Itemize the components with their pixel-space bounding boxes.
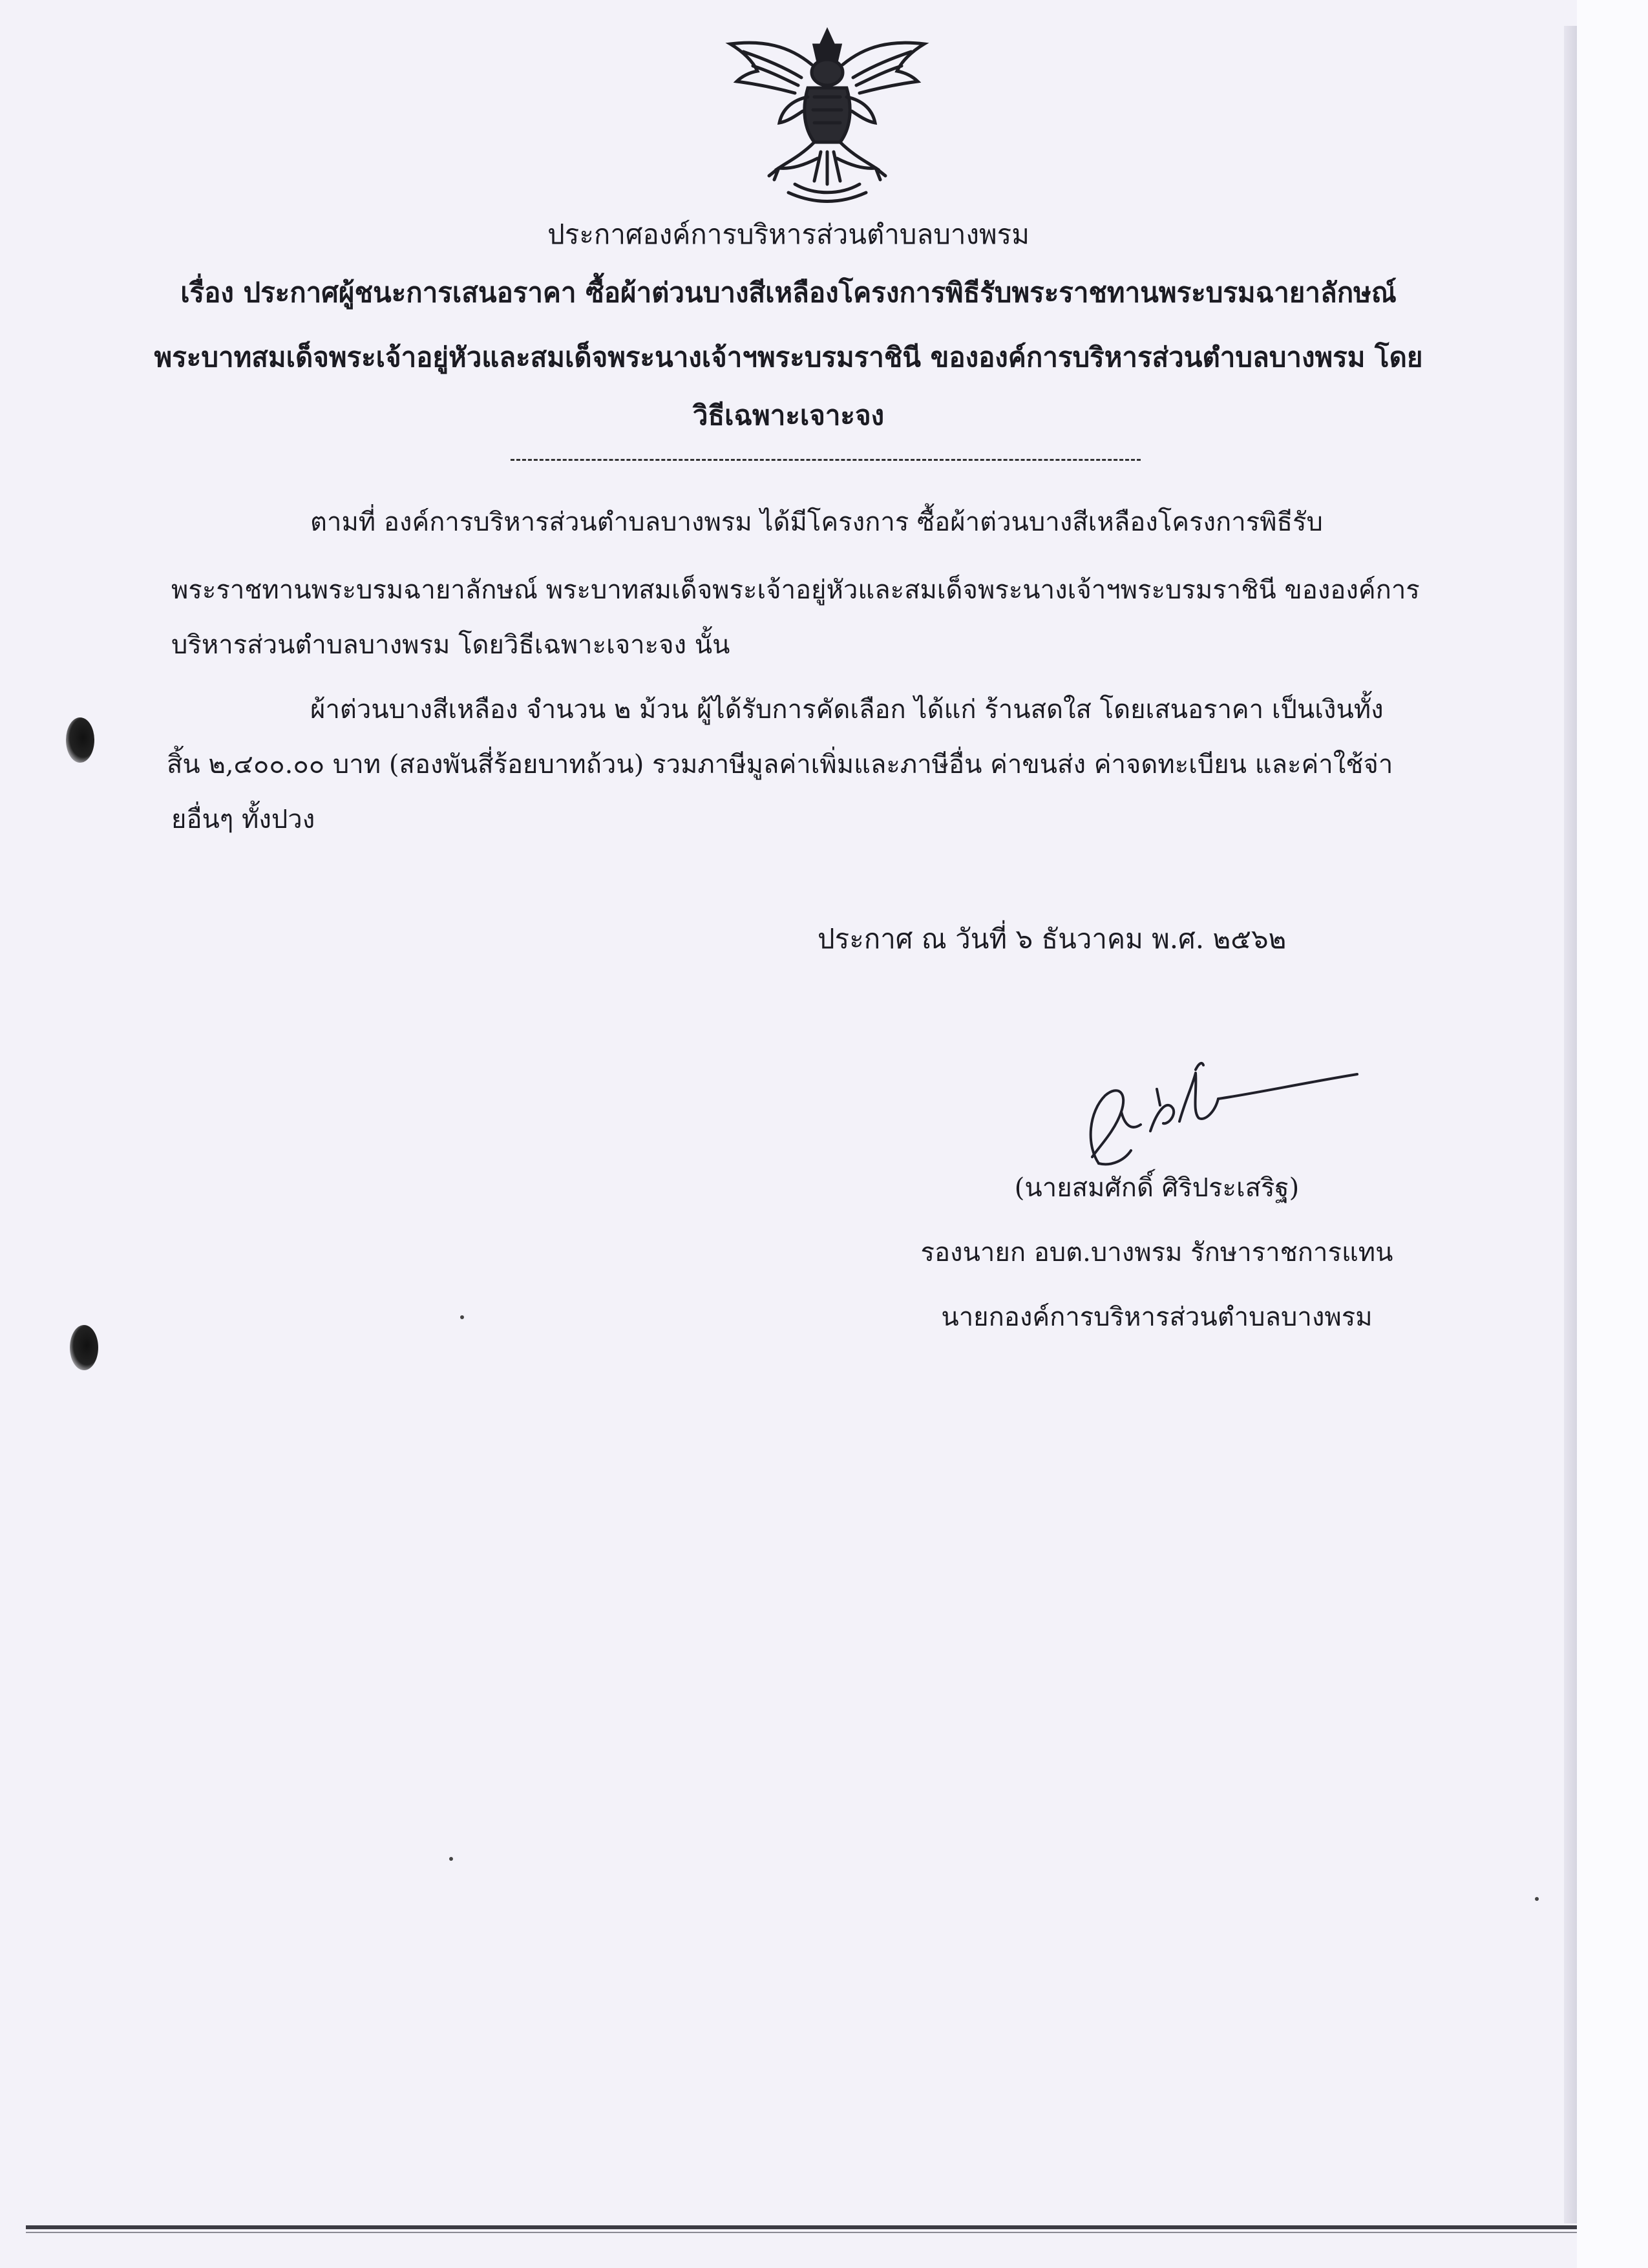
subject-line-1: เรื่อง ประกาศผู้ชนะการเสนอราคา ซื้อผ้าต่วนบางสีเหลืองโครงการพิธีรับพระราชทานพระบรมฉายาลักษณ์ [180,277,1397,308]
scan-speck [1535,1897,1539,1901]
paragraph-1-line-1: ตามที่ องค์การบริหารส่วนตำบลบางพรม ได้มีโครงการ ซื้อผ้าต่วนบางสีเหลืองโครงการพิธีรับ [310,507,1323,537]
signatory-position-1: รองนายก อบต.บางพรม รักษาราชการแทน [920,1238,1393,1267]
punch-hole-bottom [70,1325,98,1370]
bottom-border-line-thin [26,2232,1577,2233]
subject-line-3: วิธีเฉพาะเจาะจง [692,399,885,431]
paragraph-1-line-2: พระราชทานพระบรมฉายาลักษณ์ พระบาทสมเด็จพระเจ้าอยู่หัวและสมเด็จพระนางเจ้าฯพระบรมราชินี ขององค์การ [171,575,1420,605]
issuer-title: ประกาศองค์การบริหารส่วนตำบลบางพรม [547,218,1030,250]
paragraph-2-line-2: สิ้น ๒,๔๐๐.๐๐ บาท (สองพันสี่ร้อยบาทถ้วน) รวมภาษีมูลค่าเพิ่มและภาษีอื่น ค่าขนส่ง ค่าจดทะเบียน และค่าใช้จ่า [167,750,1393,779]
dashed-divider [511,459,1141,461]
paragraph-2-line-3: ยอื่นๆ ทั้งปวง [171,805,315,834]
paragraph-1-line-3: บริหารส่วนตำบลบางพรม โดยวิธีเฉพาะเจาะจง นั้น [171,630,730,660]
scan-speck [449,1857,453,1861]
scanner-edge [1577,0,1648,2268]
scan-speck [460,1315,464,1319]
handwritten-signature-icon [1060,1034,1370,1189]
paragraph-2-line-1: ผ้าต่วนบางสีเหลือง จำนวน ๒ ม้วน ผู้ได้รับการคัดเลือก ได้แก่ ร้านสดใส โดยเสนอราคา เป็นเงินทั้ง [310,695,1384,725]
signatory-position-2: นายกองค์การบริหารส่วนตำบลบางพรม [941,1302,1373,1332]
announcement-date: ประกาศ ณ วันที่ ๖ ธันวาคม พ.ศ. ๒๕๖๒ [818,923,1287,955]
garuda-emblem-icon [717,26,937,207]
punch-hole-top [66,717,94,763]
subject-line-2: พระบาทสมเด็จพระเจ้าอยู่หัวและสมเด็จพระนางเจ้าฯพระบรมราชินี ขององค์การบริหารส่วนตำบลบางพรม โดย [154,341,1423,373]
bottom-border-line [26,2225,1577,2229]
signatory-name: (นายสมศักดิ์ ศิริประเสริฐ) [1014,1173,1300,1203]
